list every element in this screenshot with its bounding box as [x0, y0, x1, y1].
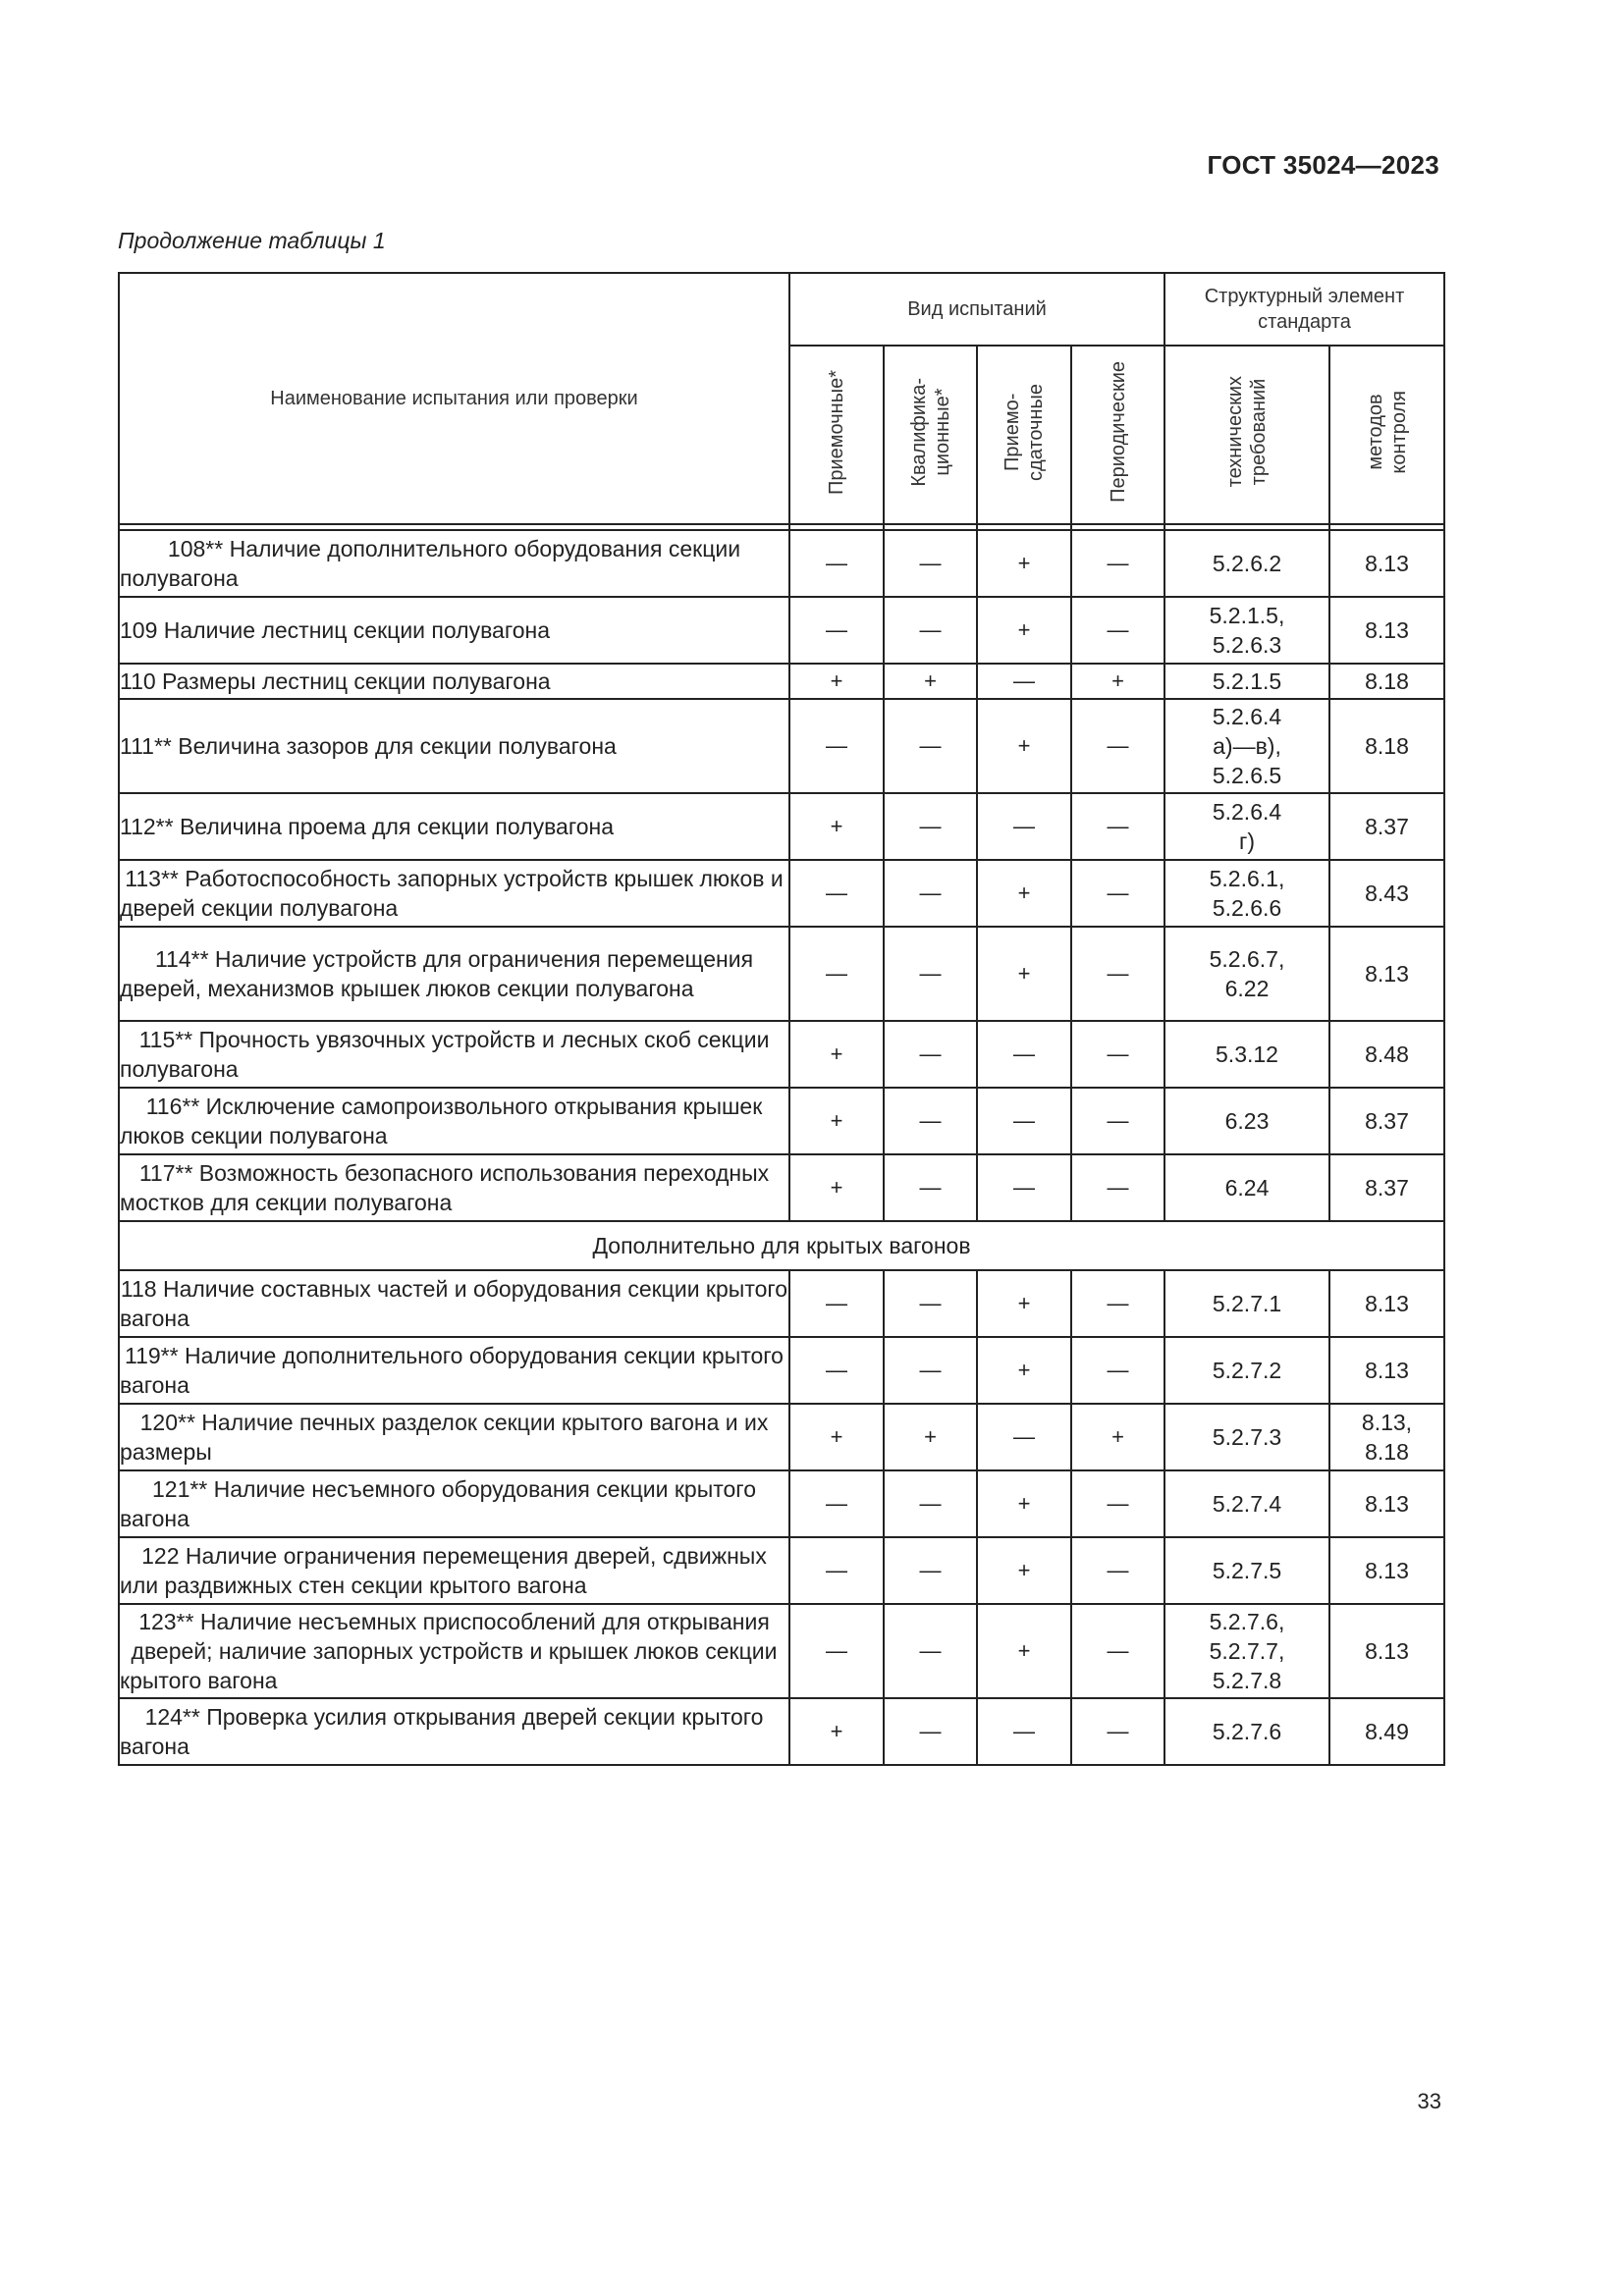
table-row — [119, 1470, 1444, 1537]
test-name-cell: 119** Наличие дополнительного оборудования секции крытого вагона — [119, 1337, 789, 1404]
mark-qualification: — — [884, 1337, 977, 1404]
requirements-ref: 5.2.7.5 — [1164, 1537, 1329, 1604]
requirements-ref: 5.2.6.4 г) — [1164, 793, 1329, 860]
document-code: ГОСТ 35024—2023 — [1207, 150, 1439, 180]
table-row — [119, 1270, 1444, 1337]
control-methods-ref: 8.13 — [1329, 530, 1444, 597]
requirements-ref: 5.2.7.6, 5.2.7.7, 5.2.7.8 — [1164, 1604, 1329, 1698]
mark-delivery: + — [977, 1537, 1071, 1604]
requirements-ref: 6.23 — [1164, 1088, 1329, 1154]
mark-acceptance: + — [789, 1698, 884, 1765]
mark-delivery: — — [977, 664, 1071, 699]
mark-acceptance: — — [789, 699, 884, 793]
mark-delivery: + — [977, 1337, 1071, 1404]
column-header-name: Наименование испытания или проверки — [119, 273, 789, 524]
mark-delivery: + — [977, 1470, 1071, 1537]
control-methods-ref: 8.37 — [1329, 1154, 1444, 1221]
requirements-ref: 5.2.7.1 — [1164, 1270, 1329, 1337]
column-header-acceptance: Приемочные* — [789, 346, 884, 524]
requirements-ref: 5.2.7.6 — [1164, 1698, 1329, 1765]
mark-delivery: + — [977, 1604, 1071, 1698]
control-methods-ref: 8.13 — [1329, 1604, 1444, 1698]
control-methods-ref: 8.13 — [1329, 927, 1444, 1021]
test-name-cell: 118 Наличие составных частей и оборудования секции крытого вагона — [119, 1270, 789, 1337]
control-methods-ref: 8.49 — [1329, 1698, 1444, 1765]
table-row — [119, 1088, 1444, 1154]
mark-acceptance: — — [789, 1270, 884, 1337]
test-name-cell: 110 Размеры лестниц секции полувагона — [119, 664, 789, 699]
test-name-cell: 124** Проверка усилия открывания дверей секции крытого вагона — [119, 1698, 789, 1765]
mark-qualification: — — [884, 699, 977, 793]
column-header-periodic: Периодические — [1071, 346, 1164, 524]
control-methods-ref: 8.13 — [1329, 597, 1444, 664]
requirements-ref: 5.2.1.5 — [1164, 664, 1329, 699]
mark-acceptance: + — [789, 1154, 884, 1221]
mark-delivery: + — [977, 597, 1071, 664]
mark-qualification: — — [884, 1698, 977, 1765]
requirements-ref: 5.2.6.2 — [1164, 530, 1329, 597]
mark-qualification: — — [884, 1154, 977, 1221]
mark-acceptance: + — [789, 1088, 884, 1154]
requirements-ref: 5.2.6.1, 5.2.6.6 — [1164, 860, 1329, 927]
test-name-cell: 123** Наличие несъемных приспособлений для открывания дверей; наличие запорных устройств и крышек люков секции крытого вагона — [119, 1604, 789, 1698]
mark-acceptance: + — [789, 1021, 884, 1088]
test-name-cell: 115** Прочность увязочных устройств и лесных скоб секции полувагона — [119, 1021, 789, 1088]
mark-qualification: — — [884, 597, 977, 664]
mark-delivery: + — [977, 860, 1071, 927]
table-row — [119, 1698, 1444, 1765]
mark-periodic: — — [1071, 699, 1164, 793]
control-methods-ref: 8.18 — [1329, 664, 1444, 699]
mark-delivery: — — [977, 1088, 1071, 1154]
mark-acceptance: — — [789, 1470, 884, 1537]
control-methods-ref: 8.18 — [1329, 699, 1444, 793]
test-name-cell: 122 Наличие ограничения перемещения дверей, сдвижных или раздвижных стен секции крытого вагона — [119, 1537, 789, 1604]
test-name-cell: 117** Возможность безопасного использования переходных мостков для секции полувагона — [119, 1154, 789, 1221]
mark-acceptance: — — [789, 597, 884, 664]
mark-periodic: — — [1071, 860, 1164, 927]
mark-qualification: — — [884, 1088, 977, 1154]
test-name-cell: 112** Величина проема для секции полувагона — [119, 793, 789, 860]
mark-acceptance: — — [789, 1604, 884, 1698]
mark-periodic: — — [1071, 1154, 1164, 1221]
table-row — [119, 530, 1444, 597]
table-row — [119, 1337, 1444, 1404]
column-header-delivery: Приемо- сдаточные — [977, 346, 1071, 524]
mark-delivery: + — [977, 1270, 1071, 1337]
table-body — [119, 524, 1444, 1765]
mark-qualification: — — [884, 1537, 977, 1604]
requirements-ref: 5.3.12 — [1164, 1021, 1329, 1088]
mark-acceptance: + — [789, 1404, 884, 1470]
mark-periodic: — — [1071, 1604, 1164, 1698]
control-methods-ref: 8.13 — [1329, 1470, 1444, 1537]
mark-acceptance: — — [789, 860, 884, 927]
mark-periodic: — — [1071, 1537, 1164, 1604]
column-header-tech-requirements: технических требований — [1164, 346, 1329, 524]
table-row — [119, 1537, 1444, 1604]
control-methods-ref: 8.43 — [1329, 860, 1444, 927]
mark-qualification: — — [884, 1604, 977, 1698]
mark-periodic: — — [1071, 1337, 1164, 1404]
mark-delivery: — — [977, 1021, 1071, 1088]
table-row — [119, 860, 1444, 927]
mark-periodic: — — [1071, 927, 1164, 1021]
mark-qualification: — — [884, 1470, 977, 1537]
requirements-ref: 5.2.7.3 — [1164, 1404, 1329, 1470]
mark-delivery: — — [977, 1154, 1071, 1221]
control-methods-ref: 8.13 — [1329, 1537, 1444, 1604]
mark-periodic: — — [1071, 1088, 1164, 1154]
mark-qualification: — — [884, 860, 977, 927]
test-name-cell: 121** Наличие несъемного оборудования секции крытого вагона — [119, 1470, 789, 1537]
test-name-cell: 108** Наличие дополнительного оборудования секции полувагона — [119, 530, 789, 597]
mark-periodic: — — [1071, 1470, 1164, 1537]
mark-acceptance: — — [789, 530, 884, 597]
column-header-control-methods: методов контроля — [1329, 346, 1444, 524]
mark-delivery: + — [977, 699, 1071, 793]
mark-acceptance: + — [789, 664, 884, 699]
table-row — [119, 664, 1444, 699]
mark-periodic: — — [1071, 1021, 1164, 1088]
table-row — [119, 793, 1444, 860]
requirements-ref: 5.2.6.4 а)—в), 5.2.6.5 — [1164, 699, 1329, 793]
subsection-title: Дополнительно для крытых вагонов — [119, 1221, 1444, 1270]
table-row — [119, 1604, 1444, 1698]
test-name-cell: 113** Работоспособность запорных устройств крышек люков и дверей секции полувагона — [119, 860, 789, 927]
control-methods-ref: 8.37 — [1329, 1088, 1444, 1154]
test-name-cell: 116** Исключение самопроизвольного открывания крышек люков секции полувагона — [119, 1088, 789, 1154]
control-methods-ref: 8.37 — [1329, 793, 1444, 860]
mark-periodic: + — [1071, 1404, 1164, 1470]
column-group-standard-element: Структурный элемент стандарта — [1164, 273, 1444, 346]
requirements-ref: 5.2.7.2 — [1164, 1337, 1329, 1404]
mark-qualification: — — [884, 793, 977, 860]
mark-qualification: — — [884, 1021, 977, 1088]
mark-qualification: + — [884, 1404, 977, 1470]
control-methods-ref: 8.13, 8.18 — [1329, 1404, 1444, 1470]
mark-periodic: — — [1071, 793, 1164, 860]
mark-periodic: — — [1071, 1270, 1164, 1337]
mark-qualification: — — [884, 530, 977, 597]
mark-periodic: + — [1071, 664, 1164, 699]
table-row — [119, 699, 1444, 793]
subsection-row — [119, 1221, 1444, 1270]
mark-acceptance: — — [789, 1337, 884, 1404]
test-name-cell: 114** Наличие устройств для ограничения перемещения дверей, механизмов крышек люков секции полувагона — [119, 927, 789, 1021]
page-number: 33 — [1417, 2089, 1441, 2113]
table-row — [119, 1021, 1444, 1088]
requirements-ref: 5.2.6.7, 6.22 — [1164, 927, 1329, 1021]
mark-acceptance: + — [789, 793, 884, 860]
mark-qualification: + — [884, 664, 977, 699]
control-methods-ref: 8.13 — [1329, 1337, 1444, 1404]
mark-delivery: — — [977, 1698, 1071, 1765]
control-methods-ref: 8.48 — [1329, 1021, 1444, 1088]
mark-qualification: — — [884, 1270, 977, 1337]
test-name-cell: 109 Наличие лестниц секции полувагона — [119, 597, 789, 664]
mark-periodic: — — [1071, 1698, 1164, 1765]
requirements-ref: 5.2.7.4 — [1164, 1470, 1329, 1537]
mark-delivery: + — [977, 927, 1071, 1021]
column-header-qualification: Квалифика- ционные* — [884, 346, 977, 524]
table-row — [119, 597, 1444, 664]
mark-delivery: — — [977, 1404, 1071, 1470]
test-name-cell: 120** Наличие печных разделок секции крытого вагона и их размеры — [119, 1404, 789, 1470]
test-name-cell: 111** Величина зазоров для секции полувагона — [119, 699, 789, 793]
control-methods-ref: 8.13 — [1329, 1270, 1444, 1337]
mark-acceptance: — — [789, 1537, 884, 1604]
table-caption: Продолжение таблицы 1 — [118, 228, 386, 253]
mark-qualification: — — [884, 927, 977, 1021]
table-row — [119, 927, 1444, 1021]
table-row — [119, 1404, 1444, 1470]
requirements-ref: 6.24 — [1164, 1154, 1329, 1221]
requirements-ref: 5.2.1.5, 5.2.6.3 — [1164, 597, 1329, 664]
mark-periodic: — — [1071, 597, 1164, 664]
mark-delivery: + — [977, 530, 1071, 597]
mark-periodic: — — [1071, 530, 1164, 597]
mark-delivery: — — [977, 793, 1071, 860]
column-group-test-types: Вид испытаний — [789, 273, 1164, 346]
mark-acceptance: — — [789, 927, 884, 1021]
table-row — [119, 1154, 1444, 1221]
tests-table — [118, 272, 1445, 1766]
